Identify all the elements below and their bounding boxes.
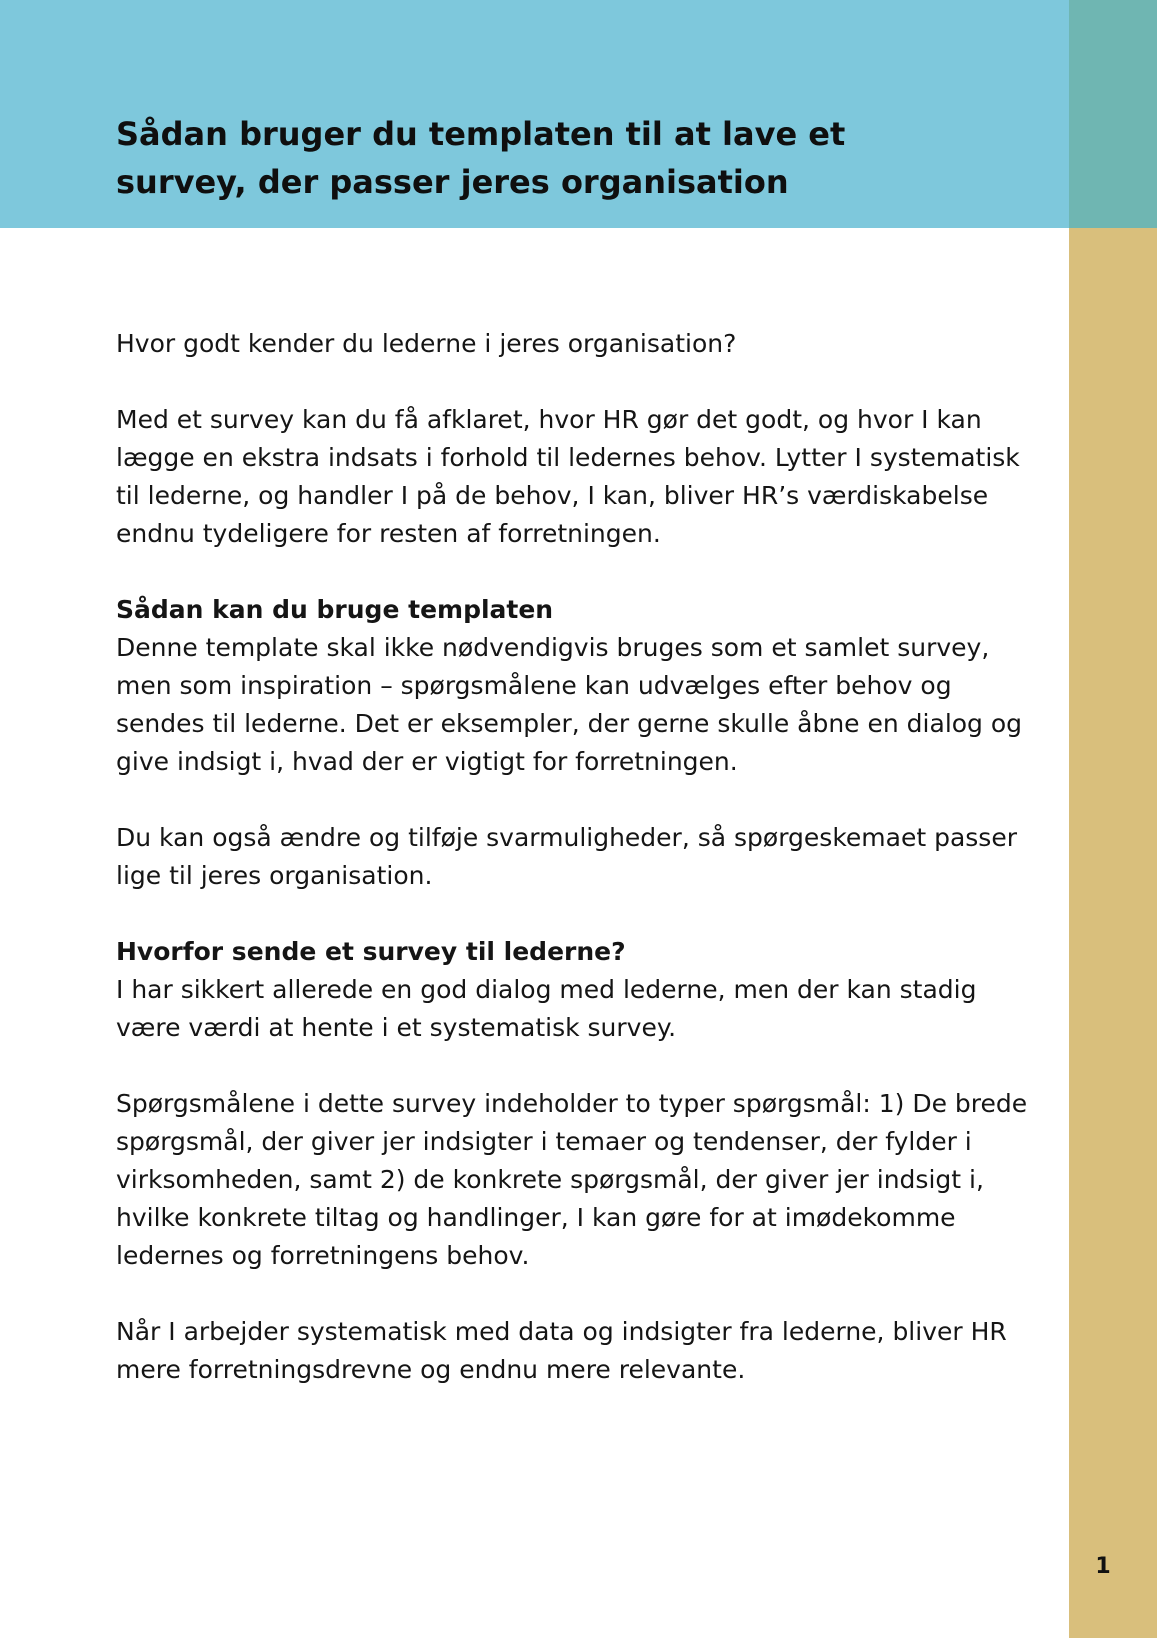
page-number: 1 [1095,1554,1111,1579]
text-line: give indsigt i, hvad der er vigtigt for forretningen. [116,747,738,776]
text-line: Du kan også ændre og tilføje svarmuligheder, så spørgeskemaet passer [116,823,1017,852]
text-line: Hvor godt kender du lederne i jeres organisation? [116,329,737,358]
text-line: sendes til lederne. Det er eksempler, der gerne skulle åbne en dialog og [116,709,1023,738]
side-accent-top [1069,0,1157,228]
text-line: Med et survey kan du få afklaret, hvor HR gør det godt, og hvor I kan [116,405,982,434]
question-types-paragraph [116,1085,1051,1275]
text-line: spørgsmål, der giver jer indsigter i temaer og tendenser, der fylder i [116,1127,972,1156]
text-line: lige til jeres organisation. [116,861,433,890]
intro-paragraph [116,325,1051,363]
text-line: Denne template skal ikke nødvendigvis bruges som et samlet survey, [116,633,990,662]
text-line: hvilke konkrete tiltag og handlinger, I kan gøre for at imødekomme [116,1203,956,1232]
section-heading-how-to-use: Sådan kan du bruge templaten [116,595,554,624]
page-title [116,110,876,206]
text-line: ledernes og forretningens behov. [116,1241,530,1270]
body-content [116,325,1051,1427]
modify-options-paragraph [116,819,1051,895]
text-line: Spørgsmålene i dette survey indeholder to typer spørgsmål: 1) De brede [116,1089,1028,1118]
side-accent-bar [1069,228,1157,1638]
purpose-paragraph [116,401,1051,553]
text-line: være værdi at hente i et systematisk survey. [116,1013,677,1042]
why-survey-section [116,933,1051,1047]
text-line: men som inspiration – spørgsmålene kan udvælges efter behov og [116,671,952,700]
text-line: lægge en ekstra indsats i forhold til ledernes behov. Lytter I systematisk [116,443,1020,472]
closing-paragraph [116,1313,1051,1389]
how-to-use-section [116,591,1051,781]
text-line: til lederne, og handler I på de behov, I kan, bliver HR’s værdiskabelse [116,481,989,510]
section-heading-why-survey: Hvorfor sende et survey til lederne? [116,937,626,966]
text-line: Når I arbejder systematisk med data og indsigter fra lederne, bliver HR [116,1317,1007,1346]
text-line: I har sikkert allerede en god dialog med lederne, men der kan stadig [116,975,977,1004]
page-title-line-2: survey, der passer jeres organisation [116,163,789,201]
text-line: virksomheden, samt 2) de konkrete spørgsmål, der giver jer indsigt i, [116,1165,984,1194]
page-title-line-1: Sådan bruger du templaten til at lave et [116,115,846,153]
text-line: mere forretningsdrevne og endnu mere relevante. [116,1355,746,1384]
text-line: endnu tydeligere for resten af forretningen. [116,519,661,548]
